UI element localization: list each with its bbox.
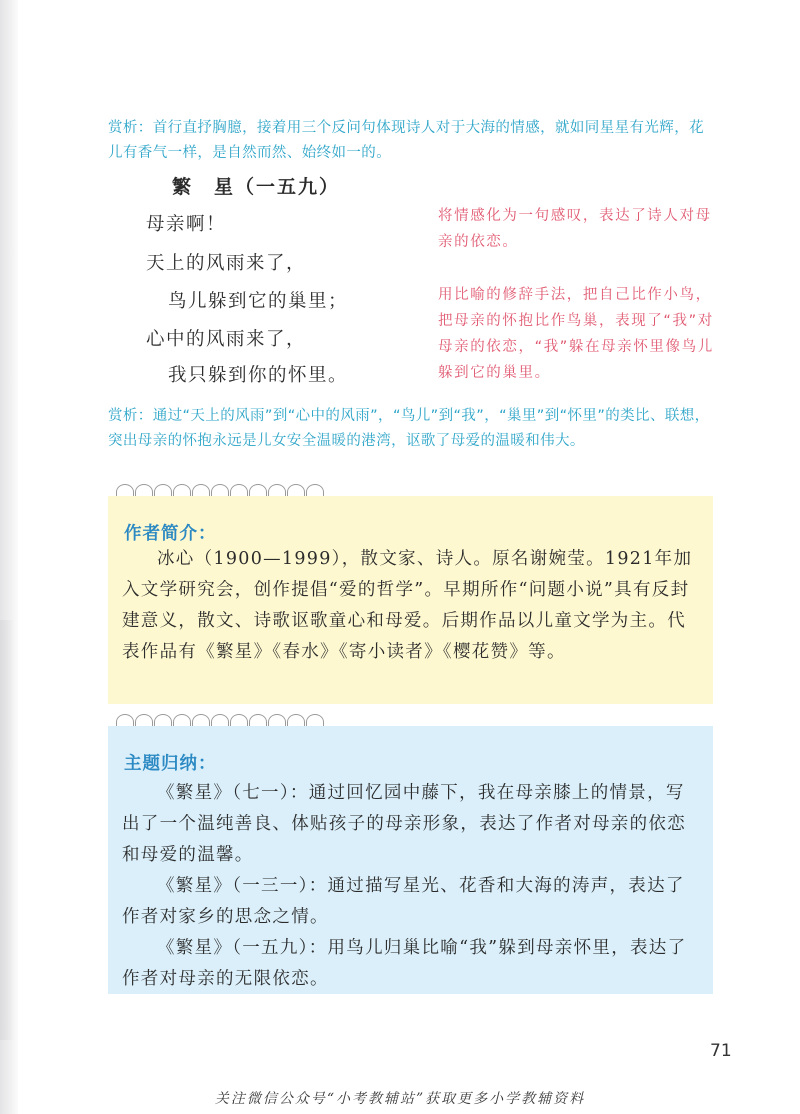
poem-title: 繁 星（一五九） [172, 176, 341, 198]
poem-line-5: 我只躲到你的怀里。 [168, 365, 349, 386]
author-intro-text: 冰心（1900—1999），散文家、诗人。原名谢婉莹。1921年加入文学研究会，创作提倡“爱的哲学”。早期所作“问题小说”具有反封建意义，散文、诗歌讴歌童心和母爱。后期作品以儿童文学为主。代表作品有《繁星》《春水》《寄小读者》《樱花赞》等。 [122, 549, 693, 662]
annotation-note-1: 将情感化为一句感叹，表达了诗人对母亲的依恋。 [438, 208, 712, 250]
theme-paragraph-2: 《繁星》（一三一）：通过描写星光、花香和大海的涛声，表达了作者对家乡的思念之情。 [122, 876, 685, 927]
poem-line-1: 母亲啊！ [146, 214, 227, 235]
poem-line-2: 天上的风雨来了， [146, 253, 307, 274]
page-edge-shadow [0, 0, 18, 1114]
poem-line-4: 心中的风雨来了， [146, 329, 307, 350]
theme-paragraph-3: 《繁星》（一五九）：用鸟儿归巢比喻“我”躲到母亲怀里，表达了作者对母亲的无限依恋。 [122, 938, 687, 989]
footer-promo-text: 关注微信公众号“小考教辅站”获取更多小学教辅资料 [214, 1091, 586, 1107]
author-intro-heading: 作者简介： [124, 524, 217, 544]
appreciation-note-top: 赏析：首行直抒胸臆，接着用三个反问句体现诗人对于大海的情感，就如同星星有光辉，花儿有香气一样，是自然而然、始终如一的。 [108, 120, 704, 161]
theme-summary-box [108, 726, 713, 994]
annotation-note-2: 用比喻的修辞手法，把自己比作小鸟，把母亲的怀抱比作鸟巢，表现了“我”对母亲的依恋，“我”躲在母亲怀里像鸟儿躲到它的巢里。 [438, 287, 714, 381]
theme-summary-heading: 主题归纳： [124, 754, 217, 774]
author-intro-box [108, 496, 713, 704]
poem-line-3: 鸟儿躲到它的巢里； [168, 291, 349, 312]
appreciation-note-bottom: 赏析：通过“天上的风雨”到“心中的风雨”，“鸟儿”到“我”，“巢里”到“怀里”的类比、联想，突出母亲的怀抱永远是儿女安全温暖的港湾，讴歌了母爱的温暖和伟大。 [108, 408, 710, 449]
page-number: 71 [710, 1041, 732, 1061]
theme-paragraph-1: 《繁星》（七一）：通过回忆园中藤下，我在母亲膝上的情景，写出了一个温纯善良、体贴孩子的母亲形象，表达了作者对母亲的依恋和母爱的温馨。 [122, 783, 686, 865]
